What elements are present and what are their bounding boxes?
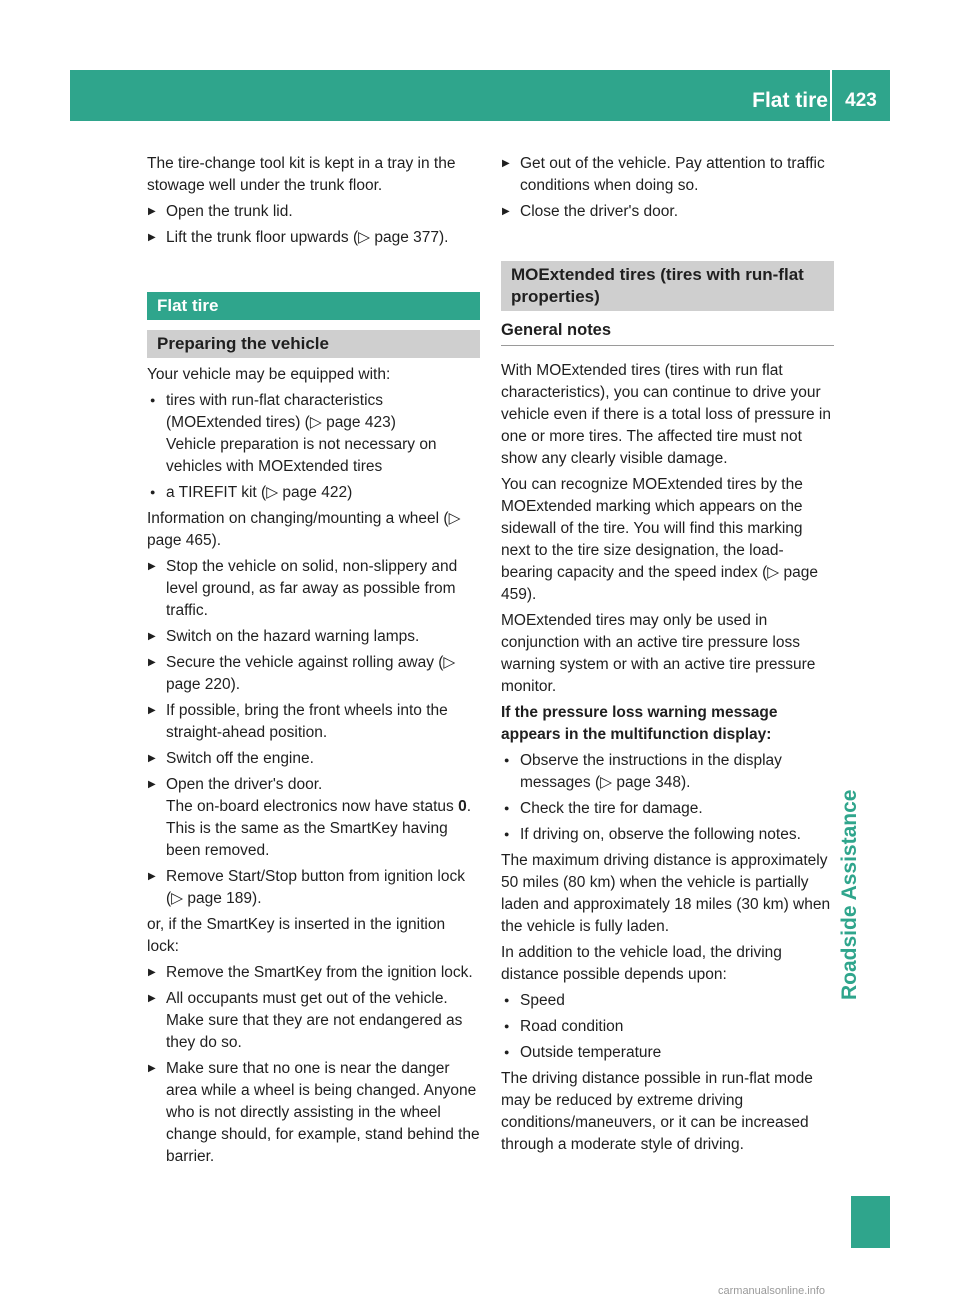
paragraph: MOExtended tires may only be used in conjunction with an active tire pressure loss warning system or with an active tire pressure monitor.: [501, 612, 816, 695]
step-item: ▶ If possible, bring the front wheels into the straight-ahead position.: [147, 700, 480, 744]
step-item: ▶ Make sure that no one is near the danger area while a wheel is being changed. Anyone who is not directly assisting in the wheel change should, for example, stand behind the barrier.: [147, 1058, 480, 1168]
step-item: ▶ Switch on the hazard warning lamps.: [147, 626, 480, 648]
section-bar: Flat tire: [147, 292, 480, 320]
bullet-item: ● Observe the instructions in the display messages (▷ page 348).: [501, 750, 834, 794]
left-column: [147, 153, 480, 1172]
paragraph: You can recognize MOExtended tires by the MOExtended marking which appears on the sidewall of the tire. You will find this marking next to the tire size designation, the load-bearing capacity and the speed index (▷ page 459).: [501, 476, 818, 603]
equipped-text: Your vehicle may be equipped with:: [147, 366, 391, 383]
page-number: 423: [832, 70, 890, 121]
side-tab: [851, 1196, 890, 1248]
door-note-b: . This is the same as the SmartKey having been removed.: [166, 798, 472, 859]
step-item: ▶ Open the trunk lid.: [147, 201, 480, 223]
step-item: ▶ Remove Start/Stop button from ignition lock (▷ page 189).: [147, 866, 480, 910]
step-item: ▶ Stop the vehicle on solid, non-slippery and level ground, as far away as possible from traffic.: [147, 556, 480, 622]
mo-heading: MOExtended tires (tires with run-flat properties): [501, 261, 834, 311]
right-column: [501, 153, 834, 1160]
step-item: ▶ Lift the trunk floor upwards (▷ page 377).: [147, 227, 480, 249]
info-text: Information on changing/mounting a wheel (▷ page 465).: [147, 510, 461, 549]
paragraph: In addition to the vehicle load, the driving distance possible depends upon:: [501, 944, 782, 983]
bullet-text: ● tires with run-flat characteristics (MOExtended tires) (▷ page 423): [166, 392, 396, 431]
bullet-item: ● Check the tire for damage.: [501, 798, 834, 820]
bullet-item: ● Road condition: [501, 1016, 834, 1038]
bullet-item: [147, 390, 480, 478]
step-item: ▶ Remove the SmartKey from the ignition lock.: [147, 962, 480, 984]
step-item: ▶ All occupants must get out of the vehicle. Make sure that they are not endangered as they do so.: [147, 988, 480, 1054]
section-title: Flat tire: [752, 89, 828, 112]
step-item: ▶ Close the driver's door.: [501, 201, 834, 223]
watermark: carmanualsonline.info: [718, 1285, 826, 1297]
bullet-item: ● Speed: [501, 990, 834, 1012]
bullet-item: ● a TIREFIT kit (▷ page 422): [147, 482, 480, 504]
bullet-item: ● If driving on, observe the following notes.: [501, 824, 834, 846]
sidebar-label-text: Roadside Assistance: [838, 789, 861, 1000]
step-item: [147, 774, 480, 862]
bullet-item: ● Outside temperature: [501, 1042, 834, 1064]
step-item: ▶ Switch off the engine.: [147, 748, 480, 770]
step-item: ▶ Get out of the vehicle. Pay attention to traffic conditions when doing so.: [501, 153, 834, 197]
door-note: [166, 796, 480, 862]
paragraph: With MOExtended tires (tires with run flat characteristics), you can continue to drive your vehicle even if there is a total loss of pressure in one or more tires. The affected tire must not show any clearly visible damage.: [501, 362, 831, 467]
equip-note: Vehicle preparation is not necessary on vehicles with MOExtended tires: [166, 436, 437, 475]
or-text: or, if the SmartKey is inserted in the ignition lock:: [147, 916, 446, 955]
paragraph: The maximum driving distance is approximately 50 miles (80 km) when the vehicle is partially laden and approximately 18 miles (30 km) when the vehicle is fully laden.: [501, 852, 831, 935]
paragraph: The driving distance possible in run-flat mode may be reduced by extreme driving conditions/maneuvers, or it can be increased through a moderate style of driving.: [501, 1070, 813, 1153]
general-notes-heading: General notes: [501, 319, 834, 346]
door-note-a: The on-board electronics now have status: [166, 798, 459, 815]
step-text: ▶ Open the driver's door.: [166, 776, 323, 793]
prep-heading: Preparing the vehicle: [147, 330, 480, 358]
status-value: 0: [458, 798, 467, 815]
intro-paragraph: The tire-change tool kit is kept in a tray in the stowage well under the trunk floor.: [147, 155, 456, 194]
warning-heading: If the pressure loss warning message appears in the multifunction display:: [501, 704, 778, 743]
step-item: ▶ Secure the vehicle against rolling away (▷ page 220).: [147, 652, 480, 696]
